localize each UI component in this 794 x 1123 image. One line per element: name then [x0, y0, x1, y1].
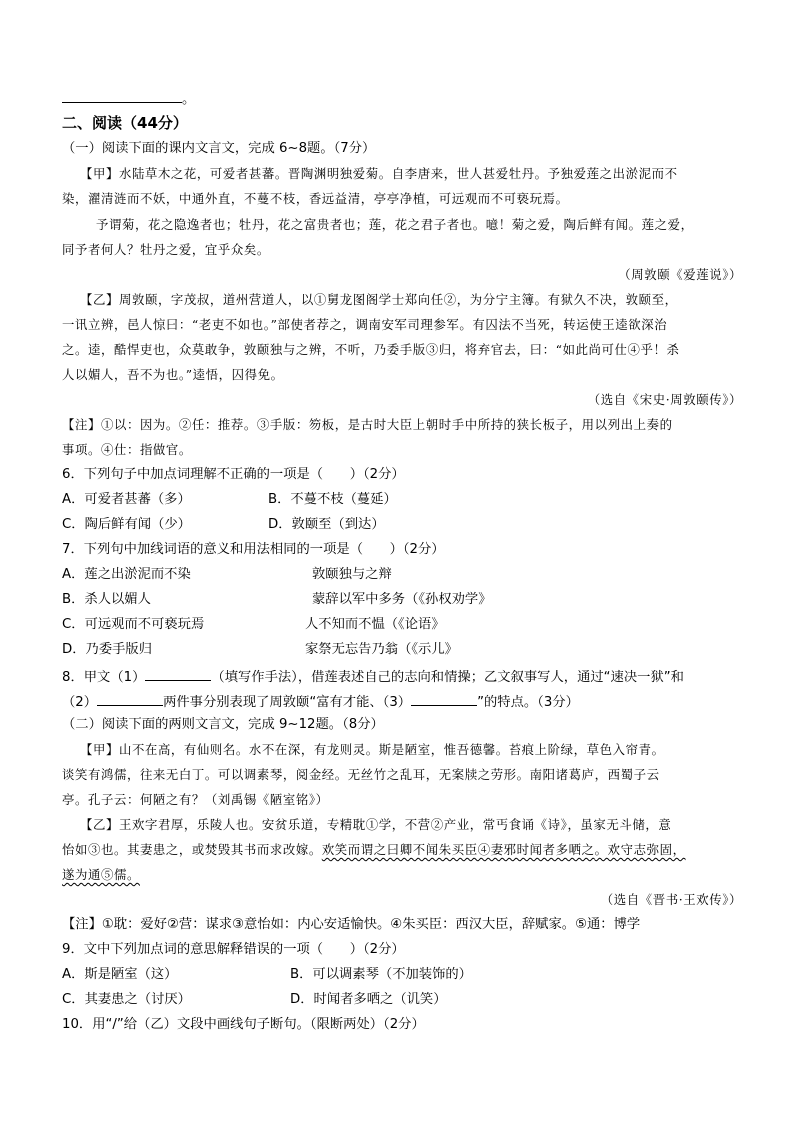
q7-stem: 7．下列句中加线词语的意义和用法相同的一项是（ ）（2分）	[62, 542, 445, 557]
yi-line-4: 人以媚人，吾不为也。”逵悟，囚得免。	[62, 367, 284, 382]
q6-option-b: B．不蔓不枝（蔓延）	[268, 492, 397, 507]
q6-option-a: A．可爱者甚蕃（多）	[62, 492, 191, 507]
note-line-2: 事项。④仕：指做官。	[62, 442, 192, 457]
jia-line-4: 同予者何人？牡丹之爱，宜乎众矣。	[62, 242, 270, 257]
q9-option-d: D．时闻者多哂之（讥笑）	[290, 992, 447, 1007]
p2-yi-plain: 怡如③也。其妻患之，或焚毁其书而求改嫁。	[62, 842, 322, 857]
q6-option-d: D．敦颐至（到达）	[268, 517, 385, 532]
q9-option-a: A．斯是陋室（这）	[62, 967, 178, 982]
q8-line-2	[62, 691, 579, 712]
q8-blank-2[interactable]	[97, 691, 163, 706]
p2-yi-underlined-sentence: 欢笑而谓之曰卿不闻朱买臣④妻邪时闻者多哂之	[321, 842, 595, 857]
jia-line-1: 【甲】水陆草木之花，可爱者甚蕃。晋陶渊明独爱菊。自李唐来，世人甚爱牡丹。予独爱莲之出淤泥而不	[80, 166, 678, 181]
jia-line-3: 予谓菊，花之隐逸者也；牡丹，花之富贵者也；莲，花之君子者也。噫！菊之爱，陶后鲜有闻。莲之爱，	[96, 217, 694, 232]
part2-instruction: （二）阅读下面的两则文言文，完成 9~12题。（8分）	[62, 717, 384, 732]
q7-option-b-right: 蒙辞以军中多务（《孙权劝学》	[312, 592, 492, 607]
p2-yi-line-3	[62, 866, 140, 884]
answer-blank	[62, 88, 182, 103]
jia-line-2: 染，濯清涟而不妖，中通外直，不蔓不枝，香远益清，亭亭净植，可远观而不可亵玩焉。	[62, 191, 569, 206]
jia-source: （周敦颐《爱莲说》）	[618, 267, 742, 282]
q8-prefix: 8．甲文（1）	[62, 670, 146, 685]
q8-line-1	[62, 666, 684, 687]
yi-source: （选自《宋史·周敦颐传》）	[587, 392, 742, 407]
q7-option-b-left: B．杀人以媚人	[62, 592, 151, 607]
q8-label-2: （2）	[62, 695, 98, 710]
yi-line-3: 之。逵，酷悍吏也，众莫敢争，敦颐独与之辨，不听，乃委手版③归，将弃官去，曰：“如此尚可仕④乎！杀	[62, 342, 680, 357]
p2-yi-source: （选自《晋书·王欢传》）	[600, 892, 742, 907]
period: 。	[182, 92, 196, 107]
q6-stem: 6．下列句子中加点词理解不正确的一项是（ ）（2分）	[62, 467, 405, 482]
p2-note: 【注】①耽：爱好②营：谋求③意怡如：内心安适愉快。④朱买臣：西汉大臣，辞赋家。⑤通：博学	[62, 917, 641, 932]
q9-option-b: B．可以调素琴（不加装饰的）	[290, 967, 472, 982]
section-title: 二、阅读（44分）	[62, 114, 188, 132]
q7-option-d-right: 家祭无忘告乃翁（《示儿》	[305, 642, 458, 657]
q8-text-3: ”的特点。（3分）	[477, 695, 579, 710]
q9-option-c: C．其妻患之（讨厌）	[62, 992, 191, 1007]
p2-yi-end: 遂为通⑤儒。	[62, 867, 140, 882]
answer-blank-line	[62, 88, 195, 109]
note-line-1: 【注】①以：因为。②任：推荐。③手版：笏板，是古时大臣上朝时手中所持的狭长板子，用以列出上奏的	[62, 417, 673, 432]
q7-option-c-left: C．可远观而不可亵玩焉	[62, 617, 205, 632]
q10-stem: 10．用“/”给（乙）文段中画线句子断句。（限断两处）（2分）	[62, 1017, 425, 1032]
p2-yi-line-1: 【乙】王欢字君厚，乐陵人也。安贫乐道，专精耽①学，不营②产业，常丐食诵《诗》，虽家无斗储，意	[80, 817, 672, 832]
q7-option-d-left: D．乃委手版归	[62, 642, 153, 657]
q8-blank-3[interactable]	[411, 691, 477, 706]
p2-yi-line-2	[62, 841, 686, 859]
p2-jia-line-3: 亭。孔子云：何陋之有？（刘禹锡《陋室铭》）	[62, 792, 329, 807]
part1-instruction: （一）阅读下面的课内文言文，完成 6~8题。（7分）	[62, 141, 376, 156]
yi-line-2: 一讯立辨，邑人惊曰：“老吏不如也。”部使者荐之，调南安军司理参军。有囚法不当死，转运使王逵欲深治	[62, 317, 668, 332]
p2-yi-tail: 。欢守志弥固，	[594, 842, 686, 857]
q7-option-c-right: 人不知而不愠（《论语》	[305, 617, 445, 632]
q6-option-c: C．陶后鲜有闻（少）	[62, 517, 191, 532]
yi-line-1: 【乙】周敦颐，字茂叔，道州营道人，以①舅龙图阁学士郑向任②，为分宁主簿。有狱久不决，敦颐至，	[80, 292, 678, 307]
q9-stem: 9．文中下列加点词的意思解释错误的一项（ ）（2分）	[62, 942, 405, 957]
p2-jia-line-1: 【甲】山不在高，有仙则名。水不在深，有龙则灵。斯是陋室，惟吾德馨。苔痕上阶绿，草色入帘青。	[80, 742, 665, 757]
q7-option-a-right: 敦颐独与之辩	[312, 567, 392, 582]
q8-blank-1[interactable]	[145, 666, 211, 681]
q7-option-a-left: A．莲之出淤泥而不染	[62, 567, 191, 582]
q8-text-2: 两件事分别表现了周敦颐“富有才能、（3）	[163, 695, 412, 710]
q8-text-1: （填写作手法），借莲表述自己的志向和情操；乙文叙事写人，通过“速决一狱”和	[211, 670, 684, 685]
p2-jia-line-2: 谈笑有鸿儒，往来无白丁。可以调素琴，阅金经。无丝竹之乱耳，无案牍之劳形。南阳诸葛庐，西蜀子云	[62, 767, 660, 782]
